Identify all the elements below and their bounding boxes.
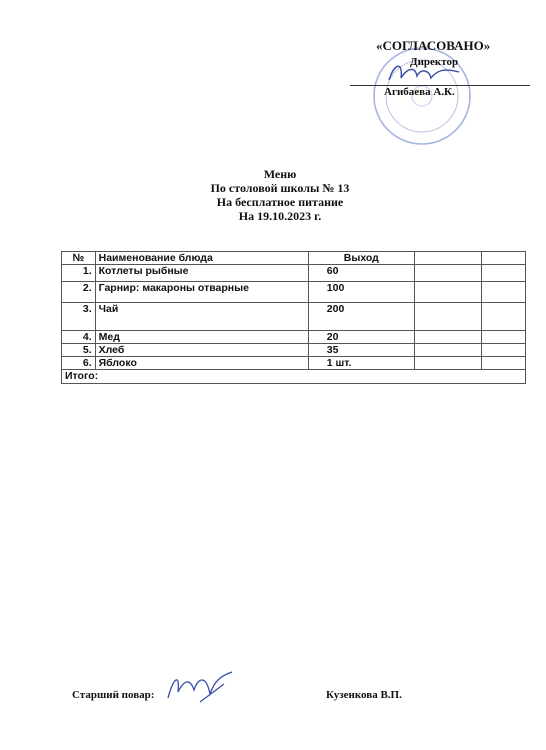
row-number: 1. bbox=[62, 265, 96, 282]
row-number: 2. bbox=[62, 282, 96, 303]
row-number: 6. bbox=[62, 357, 96, 370]
row-number: 4. bbox=[62, 331, 96, 344]
title-line-2: По столовой школы № 13 bbox=[210, 181, 350, 195]
table-total-row bbox=[62, 370, 526, 384]
cook-signature-icon bbox=[160, 668, 240, 708]
total-label: Итого: bbox=[62, 370, 526, 384]
table-row bbox=[62, 265, 526, 282]
row-dish-name: Яблоко bbox=[95, 357, 308, 370]
cook-name: Кузенкова В.П. bbox=[326, 689, 402, 701]
row-dish-name: Хлеб bbox=[95, 344, 308, 357]
row-output: 60 bbox=[308, 265, 414, 282]
row-dish-name: Котлеты рыбные bbox=[95, 265, 308, 282]
page-title bbox=[150, 167, 410, 223]
row-output: 1 шт. bbox=[308, 357, 414, 370]
title-line-1: Меню bbox=[263, 167, 297, 181]
table-row bbox=[62, 357, 526, 370]
row-dish-name: Гарнир: макароны отварные bbox=[95, 282, 308, 303]
header-dish-name: Наименование блюда bbox=[95, 252, 308, 265]
table-header-row bbox=[62, 252, 526, 265]
approval-role: Директор bbox=[410, 56, 459, 68]
row-output: 35 bbox=[308, 344, 414, 357]
menu-table bbox=[61, 251, 526, 384]
header-number: № bbox=[62, 252, 96, 265]
table-row bbox=[62, 344, 526, 357]
row-output: 200 bbox=[308, 303, 414, 331]
approval-name: Агибаева А.К. bbox=[384, 86, 455, 98]
row-number: 5. bbox=[62, 344, 96, 357]
title-line-4: На 19.10.2023 г. bbox=[238, 209, 322, 223]
title-line-3: На бесплатное питание bbox=[216, 195, 344, 209]
table-row bbox=[62, 282, 526, 303]
cook-label: Старший повар: bbox=[72, 689, 155, 701]
header-output: Выход bbox=[308, 252, 414, 265]
table-row bbox=[62, 303, 526, 331]
row-dish-name: Чай bbox=[95, 303, 308, 331]
row-dish-name: Мед bbox=[95, 331, 308, 344]
row-number: 3. bbox=[62, 303, 96, 331]
approval-title: «СОГЛАСОВАНО» bbox=[376, 38, 491, 53]
row-output: 100 bbox=[308, 282, 414, 303]
row-output: 20 bbox=[308, 331, 414, 344]
table-row bbox=[62, 331, 526, 344]
